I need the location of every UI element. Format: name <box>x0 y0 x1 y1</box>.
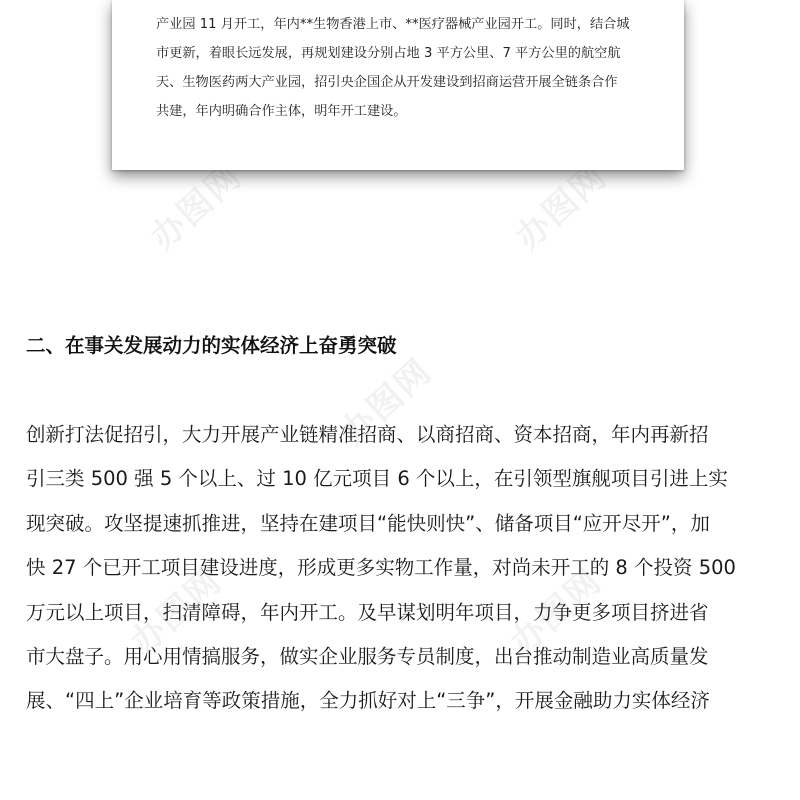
body-line: 现突破。攻坚提速抓推进，坚持在建项目“能快则快”、储备项目“应开尽开”，加 <box>26 511 710 535</box>
watermark: 办图网 <box>332 351 440 454</box>
watermark: 办图网 <box>142 156 250 259</box>
watermark: 办图网 <box>507 156 615 259</box>
excerpt-line: 市更新，着眼长远发展，再规划建设分别占地 3 平方公里、7 平方公里的航空航 <box>156 46 621 61</box>
watermark: 办图网 <box>502 561 610 664</box>
excerpt-line: 天、生物医药两大产业园，招引央企国企从开发建设到招商运营开展全链条合作 <box>156 75 618 90</box>
excerpt-line: 共建，年内明确合作主体，明年开工建设。 <box>156 104 407 119</box>
body-line: 快 27 个已开工项目建设进度，形成更多实物工作量，对尚未开工的 8 个投资 500 <box>26 556 736 580</box>
body-line: 引三类 500 强 5 个以上、过 10 亿元项目 6 个以上，在引领型旗舰项目引进上实 <box>26 467 728 491</box>
body-line: 市大盘子。用心用情搞服务，做实企业服务专员制度，出台推动制造业高质量发 <box>26 645 709 669</box>
excerpt-text <box>156 10 656 126</box>
body-line: 万元以上项目，扫清障碍，年内开工。及早谋划明年项目，力争更多项目挤进省 <box>26 600 709 624</box>
excerpt-line: 产业园 11 月开工，年内**生物香港上市、**医疗器械产业园开工。同时，结合城 <box>156 17 630 32</box>
excerpt-card <box>112 0 684 170</box>
section-body <box>26 413 786 724</box>
body-line: 展、“四上”企业培育等政策措施，全力抓好对上“三争”，开展金融助力实体经济 <box>26 689 710 713</box>
body-line: 创新打法促招引，大力开展产业链精准招商、以商招商、资本招商，年内再新招 <box>26 423 709 446</box>
section-heading: 二、在事关发展动力的实体经济上奋勇突破 <box>26 334 397 357</box>
watermark: 办图网 <box>122 561 230 664</box>
